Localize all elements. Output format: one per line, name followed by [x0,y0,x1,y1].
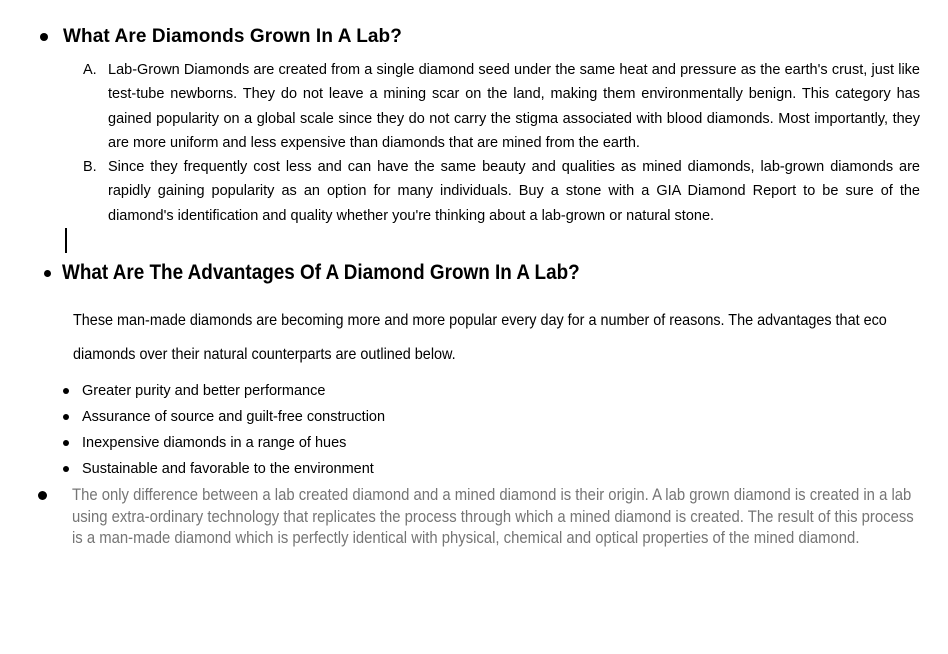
bullet-icon [38,491,47,500]
section2-heading-row [44,260,948,286]
advantage-text[interactable]: Sustainable and favorable to the environment [82,461,374,478]
advantage-item [0,456,948,482]
note-row [0,485,948,550]
advantage-item [0,378,948,404]
bullet-icon [63,466,69,472]
advantages-list [0,378,948,482]
list-item-a [0,58,948,155]
note-paragraph[interactable]: The only difference between a lab created diamond and a mined diamond is their origin. A lab grown diamond is created in a lab using extra-ordinary technology that replicates the process through which a mined diamond is created. The result of this process is a man-made diamond which is perfectly identical with physical, chemical and optical properties of the mined diamond. [72,486,914,548]
section1-heading[interactable]: What Are Diamonds Grown In A Lab? [63,26,402,47]
advantage-text[interactable]: Inexpensive diamonds in a range of hues [82,435,347,452]
note-paragraph-wrap [72,485,948,550]
section1-heading-row [40,25,948,48]
intro-paragraph-wrap [73,304,948,372]
advantage-text[interactable]: Assurance of source and guilt-free construction [82,409,386,426]
text-cursor [65,228,67,253]
list-item-b [0,155,948,228]
bullet-icon [63,440,69,446]
section2-heading[interactable] [62,260,637,286]
bullet-icon [63,388,69,394]
list-item-a-text[interactable]: Lab-Grown Diamonds are created from a single diamond seed under the same heat and pressure as the earth's crust, just like test-tube newborns. They do not leave a mining scar on the land, making them environmentally benign. This category has gained popularity on a global scale since they do not carry the stigma associated with blood diamonds. Most importantly, they are more uniform and less expensive than diamonds that are mined from the earth. [108,62,920,151]
bullet-icon [63,414,69,420]
list-item-b-text[interactable]: Since they frequently cost less and can have the same beauty and qualities as mined diamonds, lab-grown diamonds are rapidly gaining popularity as an option for many individuals. Buy a stone with a GIA Diamond Report to be sure of the diamond's identification and quality whether you're thinking about a lab-grown or natural stone. [108,159,920,224]
list-item-a-label: A. [83,62,97,78]
lettered-list [0,58,948,228]
heading-bullet-icon [40,33,48,41]
list-item-b-label: B. [83,159,97,176]
advantage-text[interactable]: Greater purity and better performance [82,383,326,400]
section2-heading-text: What Are The Advantages Of A Diamond Grown In A Lab? [62,261,580,285]
advantage-item [0,404,948,430]
heading-bullet-icon [44,270,51,277]
intro-paragraph[interactable]: These man-made diamonds are becoming more and more popular every day for a number of reasons. The advantages that eco diamonds over their natural counterparts are outlined below. [73,312,887,364]
advantage-item [0,430,948,456]
